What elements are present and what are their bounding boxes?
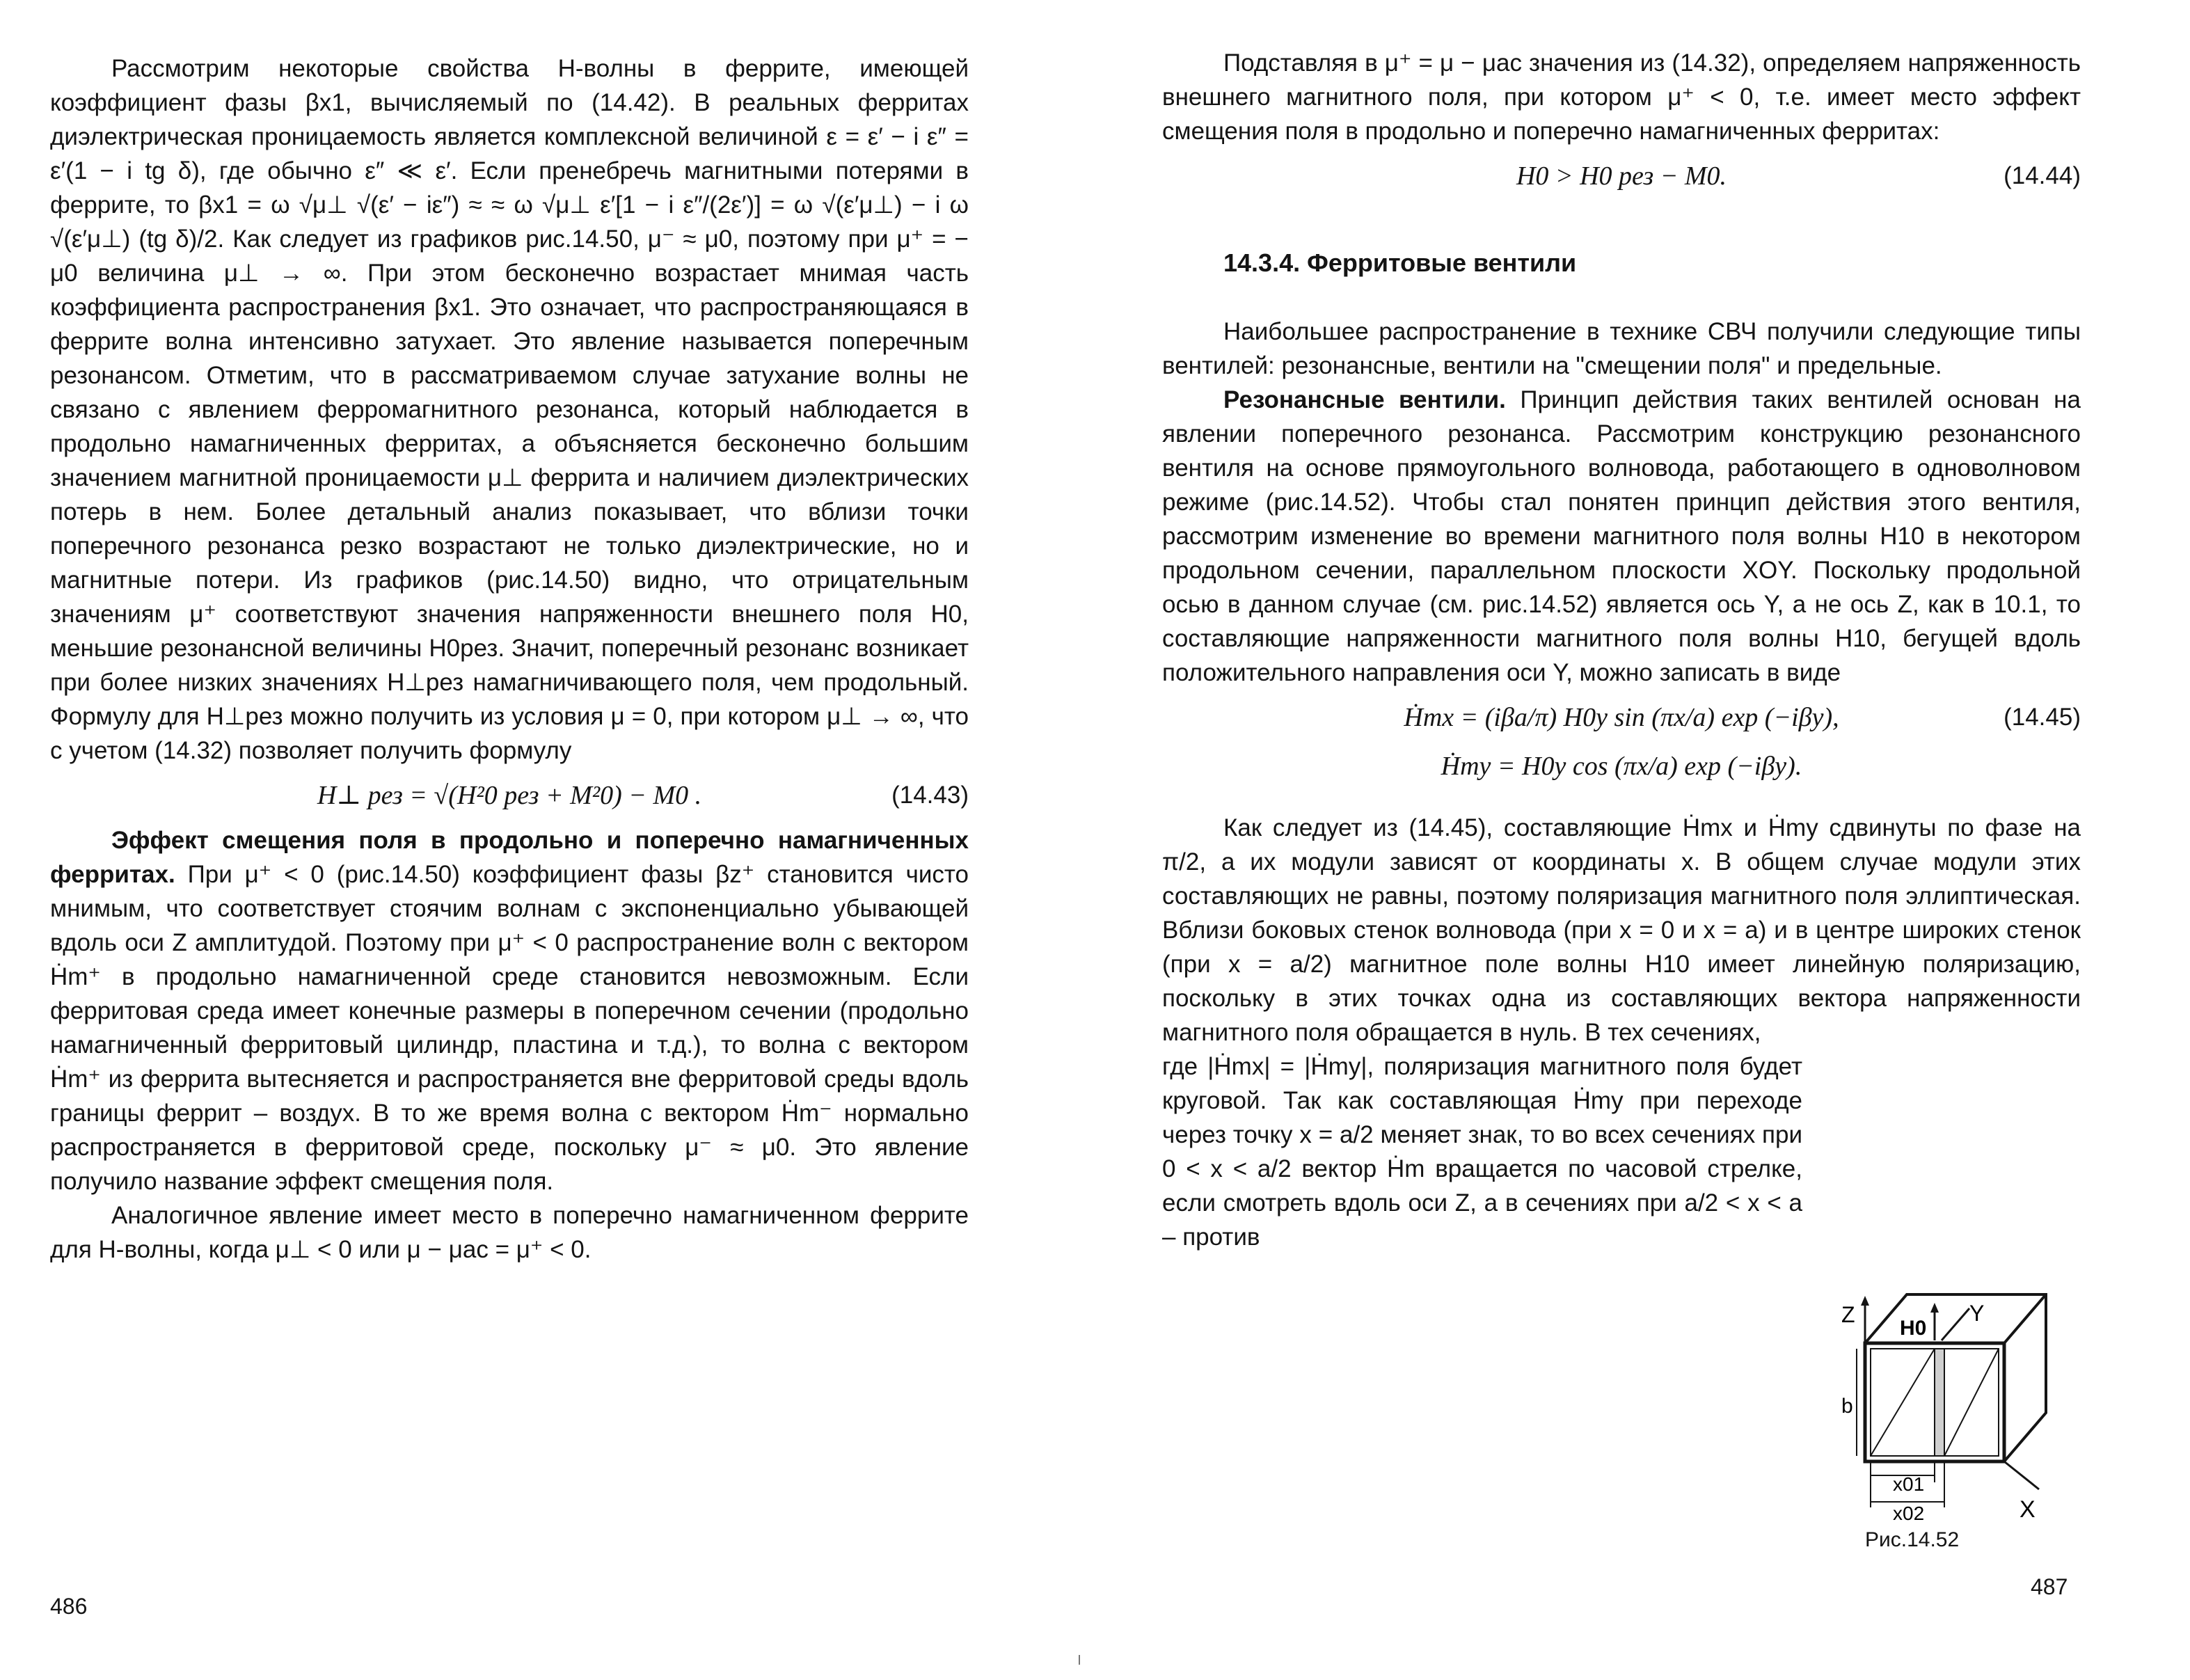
formula-14-43-number: (14.43)	[891, 782, 969, 809]
formula-14-45-line-2	[1162, 745, 2081, 787]
label-x02: x02	[1893, 1503, 1925, 1524]
waveguide-back-edges	[1865, 1294, 2046, 1461]
figure-14-52	[1837, 1281, 2088, 1566]
right-paragraph-1: Подставляя в μ⁺ = μ − μac значения из (14.32), определяем напряженность внешнего магнитного поля, при котором μ⁺ < 0, т.е. имеет место эффект смещения поля в продольно и поперечно намагниченных ферритах:	[1162, 49, 2081, 145]
left-paragraph-2-body: При μ⁺ < 0 (рис.14.50) коэффициент фазы βz⁺ становится чисто мнимым, что соответствует стоячим волнам с экспоненциально убывающей вдоль оси Z амплитудой. Поэтому при μ⁺ < 0 распространение волн с вектором Ḣm⁺ в продольно намагниченной среде становится невозможным. Если ферритовая среда имеет конечные размеры в поперечном сечении (продольно намагниченный ферритовый цилиндр, пластина и т.д.), то волна с вектором Ḣm⁺ из феррита вытесняется и распространяется вне ферритовой среды вдоль границы феррит – воздух. В то же время волна с вектором Ḣm⁻ нормально распространяется в ферритовой среде, поскольку μ⁻ ≈ μ0. Это явление получило название эффект смещения поля.	[50, 861, 969, 1195]
formula-14-43	[50, 775, 969, 816]
formula-14-44-text: H0 > H0 рез − M0.	[1516, 161, 1727, 191]
x-axis	[2004, 1461, 2039, 1489]
formula-14-45-line-2-text: Ḣmy = H0y cos (πx/a) exp (−iβy).	[1441, 752, 1802, 781]
figure-caption: Рис.14.52	[1865, 1528, 1960, 1551]
right-paragraph-3-body: Принцип действия таких вентилей основан на явлении поперечного резонанса. Рассмотрим конструкцию резонансного вентиля на основе прямоугольного волновода, работающего в одноволновом режиме (рис.14.52). Чтобы стал понятен принцип действия этого вентиля, рассмотрим изменение во времени магнитного поля волны H10 в некотором продольном сечении, параллельном плоскости XOY. Поскольку продольной осью в данном случае (см. рис.14.52) является ось Y, а не ось Z, как в 10.1, то составляющие напряженности магнитного поля волны H10, бегущей вдоль положительного направления оси Y, можно записать в виде	[1162, 386, 2081, 686]
h0-arrow-head	[1930, 1303, 1939, 1313]
ferrite-plate	[1935, 1349, 1944, 1456]
gutter-mark	[1079, 1655, 1080, 1665]
left-paragraph-3: Аналогичное явление имеет место в поперечно намагниченном феррите для H-волны, когда μ⊥ < 0 или μ − μac = μ⁺ < 0.	[50, 1202, 969, 1263]
y-axis	[1942, 1308, 1969, 1340]
right-paragraph-3-heading: Резонансные вентили.	[1223, 386, 1506, 413]
right-paragraph-3	[1162, 383, 2081, 690]
left-paragraph-2-heading: Эффект смещения поля в продольно и поперечно намагниченных ферритах.	[50, 827, 969, 888]
label-y: Y	[1969, 1301, 1985, 1326]
waveguide-diagram	[1837, 1281, 2088, 1524]
left-paragraph-1: Рассмотрим некоторые свойства H-волны в феррите, имеющей коэффициент фазы βx1, вычисляемый по (14.42). В реальных ферритах диэлектрическая проницаемость является комплексной величиной ε = ε′ − i ε″ = ε′(1 − i tg δ), где обычно ε″ ≪ ε′. Если пренебречь магнитными потерями в феррите, то βx1 = ω √μ⊥ √(ε′ − iε″) ≈ ≈ ω √μ⊥ ε′[1 − i ε″/(2ε′)] = ω √(ε′μ⊥) − i ω √(ε′μ⊥) (tg δ)/2. Как следует из графиков рис.14.50, μ⁻ ≈ μ0, поэтому при μ⁺ = − μ0 величина μ⊥ → ∞. При этом бесконечно возрастает мнимая часть коэффициента распространения βx1. Это означает, что распространяющаяся в феррите волна интенсивно затухает. Это явление называется поперечным резонансом. Отметим, что в рассматриваемом случае затухание волны не связано с явлением ферромагнитного резонанса, который наблюдается в продольно намагниченных ферритах, а объясняется бесконечно большим значением магнитной проницаемости μ⊥ феррита и наличием диэлектрических потерь в нем. Более детальный анализ показывает, что вблизи точки поперечного резонанса резко возрастают не только диэлектрические, но и магнитные потери. Из графиков (рис.14.50) видно, что отрицательным значениям μ⁺ соответствуют значения напряженности внешнего поля H0, меньшие резонансной величины H0рез. Значит, поперечный резонанс возникает при более низких значениях H⊥рез намагничивающего поля, чем продольный. Формулу для H⊥рез можно получить из условия μ = 0, при котором μ⊥ → ∞, что с учетом (14.32) позволяет получить формулу	[50, 55, 969, 764]
label-x: X	[2020, 1496, 2036, 1523]
label-b: b	[1841, 1395, 1853, 1418]
waveguide-top-right-edge	[2004, 1294, 2046, 1343]
right-paragraph-2: Наибольшее распространение в технике СВЧ получили следующие типы вентилей: резонансные, вентили на "смещении поля" и предельные.	[1162, 318, 2081, 379]
formula-14-44	[1162, 155, 2081, 197]
formula-14-43-text: H⊥ рез = √(H²0 рез + M²0) − M0 .	[317, 781, 702, 810]
label-h0: H0	[1900, 1317, 1927, 1340]
formula-14-45-line-1-text: Ḣmx = (iβa/π) H0y sin (πx/a) exp (−iβy),	[1404, 703, 1839, 732]
right-paragraph-5: где |Ḣmx| = |Ḣmy|, поляризация магнитного поля будет круговой. Так как составляющая Ḣmy при переходе через точку x = a/2 меняет знак, то во всех сечениях при 0 < x < a/2 вектор Ḣm вращается по часовой стрелке, если смотреть вдоль оси Z, а в сечениях при a/2 < x < a – против	[1162, 1053, 1802, 1251]
left-paragraph-2	[50, 823, 969, 1198]
section-heading: 14.3.4. Ферритовые вентили	[1223, 248, 1577, 277]
right-paragraph-4: Как следует из (14.45), составляющие Ḣmx и Ḣmy сдвинуты по фазе на π/2, а их модули зависят от координаты x. В общем случае модули этих составляющих не равны, поэтому поляризация магнитного поля эллиптическая. Вблизи боковых стенок волновода (при x = 0 и x = a) и в центре широких стенок (при x = a/2) магнитное поле волны H10 имеет линейную поляризацию, поскольку в этих точках одна из составляющих вектора напряженности магнитного поля обращается в нуль. В тех сечениях,	[1162, 814, 2081, 1046]
diagonal-right	[1944, 1349, 1999, 1456]
label-x01: x01	[1893, 1473, 1925, 1495]
left-page	[50, 51, 969, 1680]
label-z: Z	[1841, 1302, 1855, 1327]
page-number-right: 487	[2031, 1574, 2068, 1599]
formula-14-44-number: (14.44)	[2003, 162, 2081, 189]
z-axis-arrow	[1861, 1296, 1869, 1306]
page-number-left: 486	[50, 1594, 88, 1619]
diagonal-left	[1871, 1349, 1935, 1456]
formula-14-45-line-1	[1162, 697, 2081, 738]
formula-14-45-number: (14.45)	[2003, 704, 2081, 731]
